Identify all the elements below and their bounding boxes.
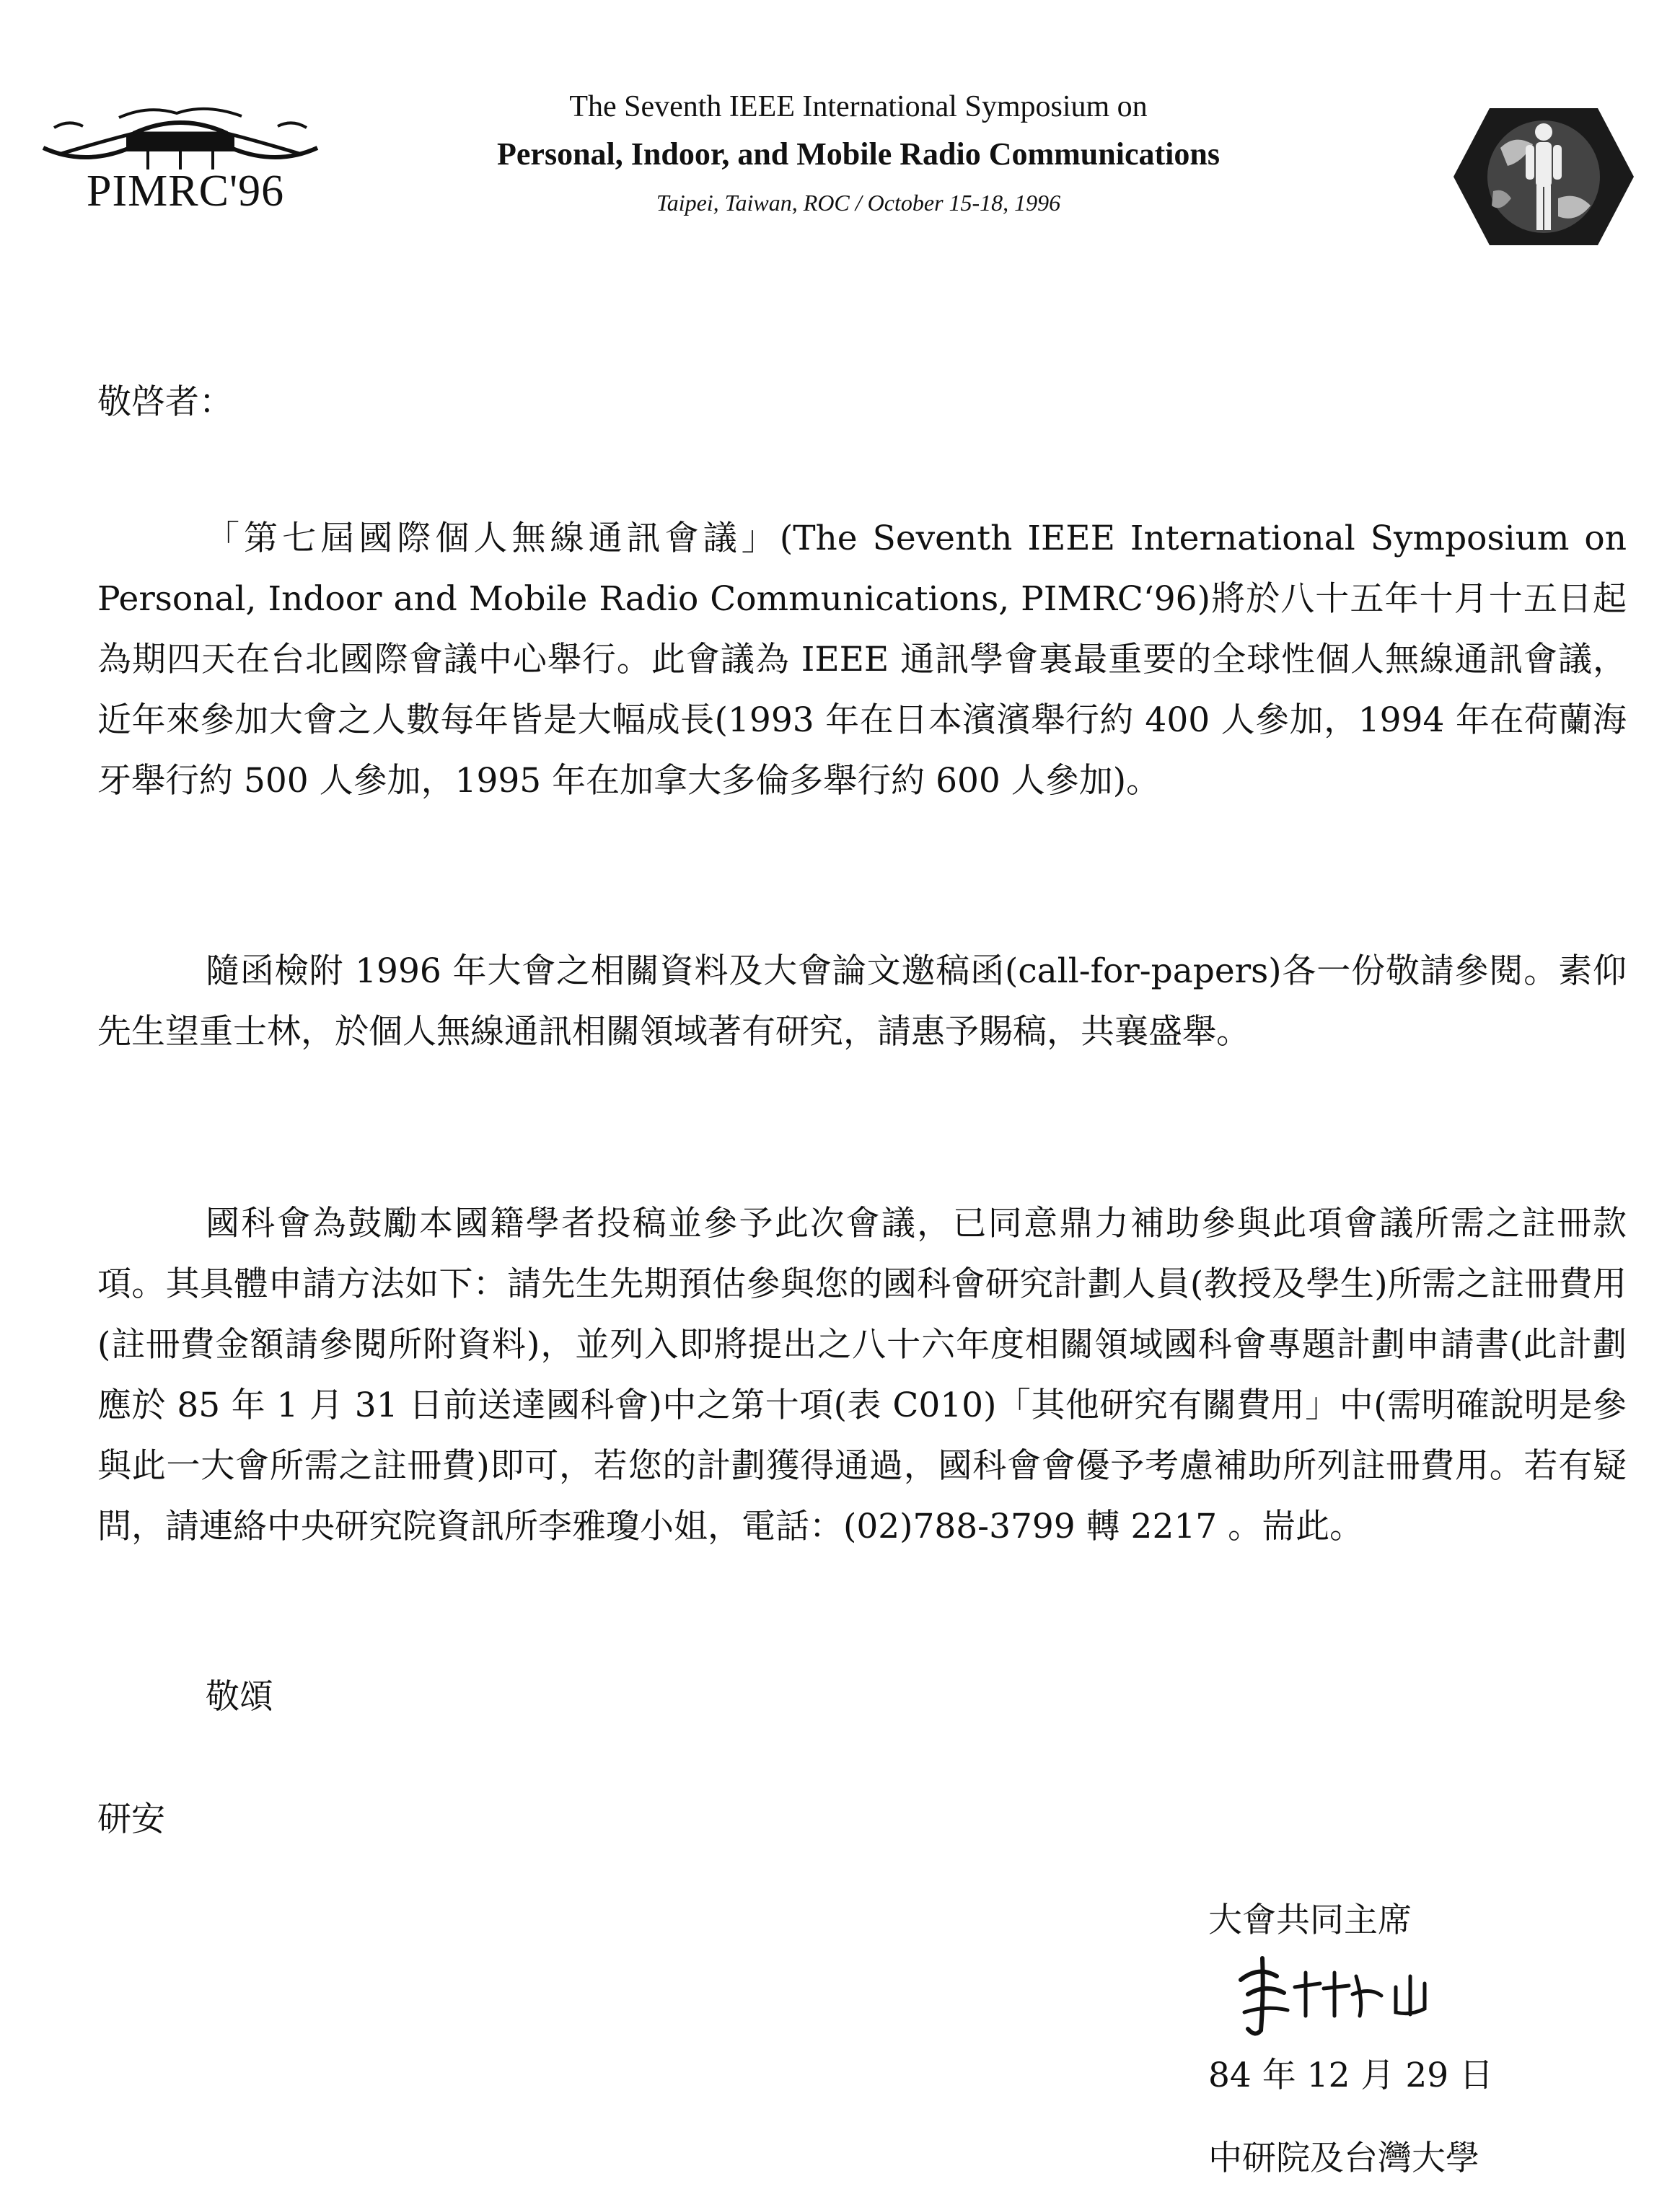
- handwritten-signature: [1226, 1944, 1443, 2045]
- globe-figure-logo: [1450, 105, 1637, 249]
- signatory-organization: 中研院及台灣大學: [1208, 2139, 1479, 2178]
- conference-title-line-2: Personal, Indoor, and Mobile Radio Communications: [497, 136, 1220, 172]
- conference-location-date: Taipei, Taiwan, ROC / October 15-18, 1996: [656, 190, 1061, 216]
- paragraph-1: 「第七屆國際個人無線通訊會議」(The Seventh IEEE International Symposium on Personal, Indoor and Mobile Radio Communications, PIMRC‘96)將於八十五年十月十五日起為期四天在台北國際會議中心舉行。此會議為 IEEE 通訊學會裏最重要的全球性個人無線通訊會議，近年來參加大會之人數每年皆是大幅成長(1993 年在日本濱濱舉行約 400 人參加，1994 年在荷蘭海牙舉行約 500 人參加，1995 年在加拿大多倫多舉行約 600 人參加)。: [97, 519, 1627, 801]
- closing-respectfully: 敬頌: [206, 1677, 273, 1717]
- paragraph-3: 國科會為鼓勵本國籍學者投稿並參予此次會議，已同意鼎力補助參與此項會議所需之註冊款項。其具體申請方法如下：請先生先期預估參與您的國科會研究計劃人員(教授及學生)所需之註冊費用(註冊費金額請參閱所附資料)，並列入即將提出之八十六年度相關領域國科會專題計劃申請書(此計劃應於 85 年 1 月 31 日前送達國科會)中之第十項(表 C010)「其他研究有關費用」中(需明確說明是參與此一大會所需之註冊費)即可，若您的計劃獲得通過，國科會會優予考慮補助所列註冊費用。若有疑問，請連絡中央研究院資訊所李雅瓊小姐，電話：(02)788-3799 轉 2217 。耑此。: [97, 1204, 1627, 1546]
- letterhead: [0, 0, 1680, 260]
- conference-title-line-1: The Seventh IEEE International Symposium on: [569, 90, 1148, 123]
- logo-text: PIMRC'96: [87, 167, 285, 216]
- globe-person-icon: [1450, 105, 1637, 249]
- signature-icon: [1226, 1944, 1443, 2045]
- salutation: 敬啓者：: [97, 382, 233, 422]
- letter-date: 84 年 12 月 29 日: [1208, 2056, 1494, 2095]
- closing-greeting: 研安: [97, 1800, 165, 1839]
- signatory-title: 大會共同主席: [1208, 1901, 1412, 1940]
- conference-title-block: [404, 85, 1313, 225]
- pagoda-roof-icon: [40, 97, 321, 177]
- pimrc-logo: [40, 97, 321, 220]
- paragraph-2: 隨函檢附 1996 年大會之相關資料及大會論文邀稿函(call-for-papers)各一份敬請參閱。素仰先生望重士林，於個人無線通訊相關領域著有研究，請惠予賜稿，共襄盛舉。: [97, 951, 1627, 1052]
